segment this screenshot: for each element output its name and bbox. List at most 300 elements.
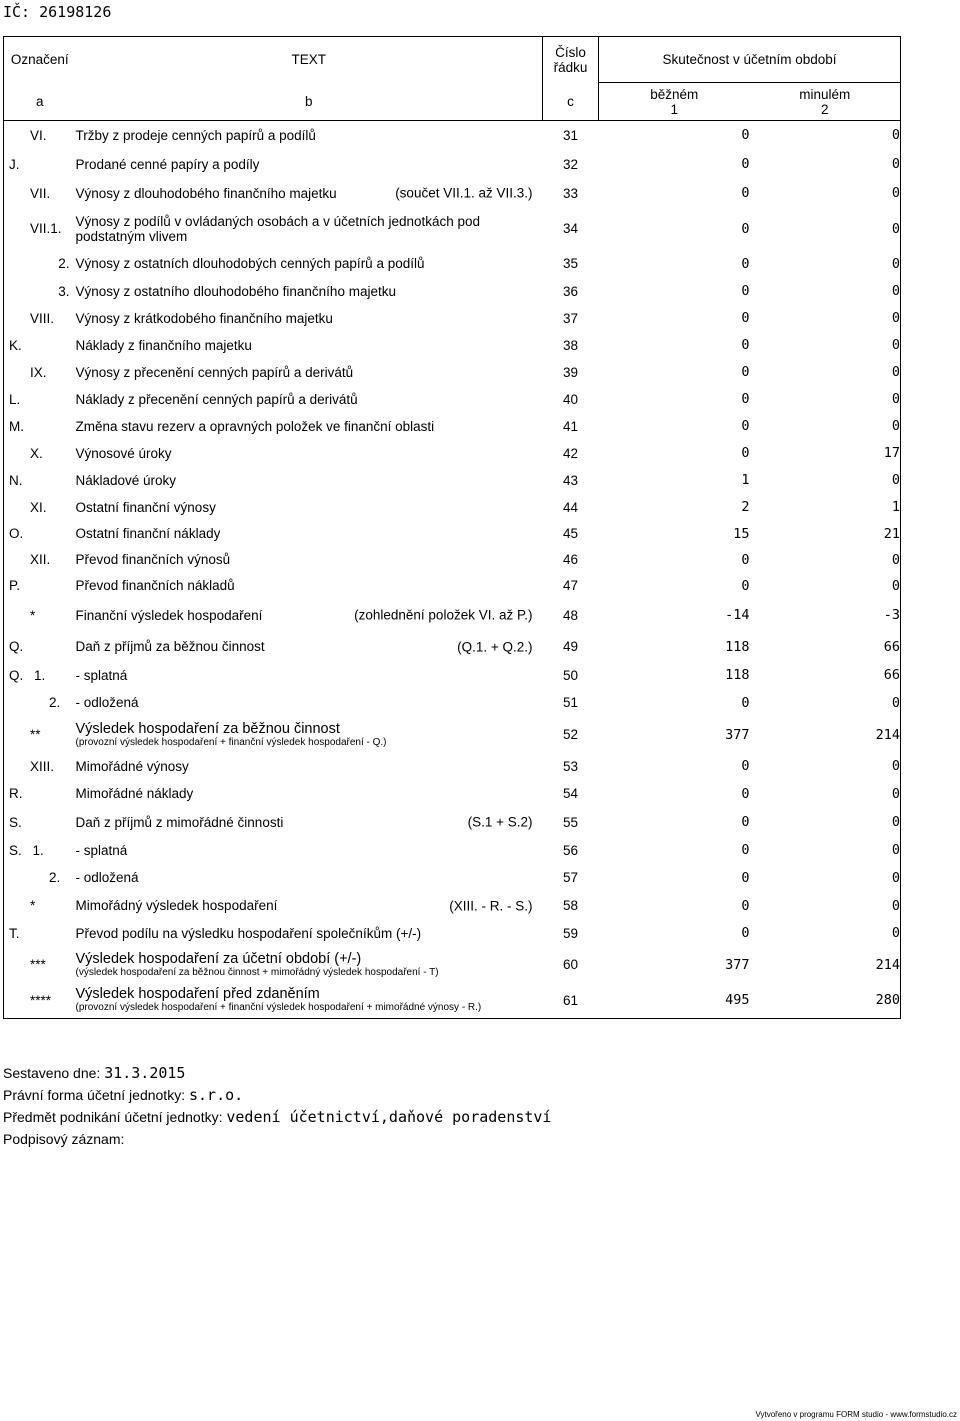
row-text-main: Mimořádné výnosy [75, 758, 189, 774]
row-number: 57 [562, 870, 579, 885]
row-text [76, 753, 543, 780]
row-text-main: - odložená [75, 695, 139, 710]
row-mark-text: 3. [58, 283, 70, 299]
value-minule: 0 [891, 418, 901, 434]
table-row [4, 717, 901, 753]
table-row [4, 983, 901, 1019]
row-mark [4, 837, 76, 864]
value-bezne: 0 [741, 869, 750, 886]
value-minule: 0 [891, 337, 901, 353]
row-text-main: Výnosy z dlouhodobého finančního majetku [75, 185, 337, 201]
row-text-formula: (S.1 + S.2) [467, 814, 533, 830]
value-minule: 0 [891, 925, 901, 941]
row-mark [4, 573, 76, 599]
row-text-main: Náklady z přecenění cenných papírů a derivátů [75, 391, 358, 407]
value-bezne: 377 [725, 726, 750, 743]
row-mark-sub: 1. [34, 667, 46, 683]
row-mark-label [4, 993, 76, 1008]
row-number: 48 [562, 607, 579, 623]
value-bezne: 0 [741, 925, 750, 941]
row-mark-label [4, 957, 76, 972]
row-mark-text: XII. [30, 552, 51, 567]
row-mark [4, 386, 76, 413]
row-text-main: Výsledek hospodaření za účetní období (+/-) [75, 950, 362, 967]
row-text [76, 208, 543, 250]
row-mark-text: T. [9, 925, 20, 941]
row-text [76, 632, 543, 662]
row-text-formula: (XIII. - R. - S.) [449, 898, 533, 913]
row-mark [4, 359, 76, 386]
row-mark [4, 494, 76, 521]
value-minule: 0 [891, 220, 901, 237]
value-bezne: 15 [733, 525, 750, 542]
table-row [4, 920, 901, 947]
row-text [76, 599, 543, 632]
header-minule [750, 83, 901, 121]
row-mark-text: * [30, 607, 36, 623]
table-row [4, 808, 901, 837]
row-text-formula: (Q.1. + Q.2.) [457, 639, 533, 654]
row-mark-text: ** [30, 727, 41, 742]
row-mark-label [4, 446, 76, 461]
row-mark-label [4, 128, 76, 143]
credit-text: Vytvořeno v programu FORM studio - www.formstudio.cz [755, 1410, 957, 1419]
row-text-main: Tržby z prodeje cenných papírů a podílů [75, 127, 316, 143]
value-minule: 21 [883, 525, 901, 542]
table-row [4, 413, 901, 440]
row-number: 32 [562, 156, 579, 172]
row-mark-label [4, 578, 76, 593]
row-mark [4, 440, 76, 467]
value-minule: 0 [891, 472, 901, 488]
value-minule: 0 [891, 785, 901, 802]
row-text-main: Náklady z finančního majetku [75, 337, 252, 353]
row-mark-label [4, 608, 76, 623]
row-number: 33 [562, 185, 579, 201]
row-number: 45 [562, 526, 579, 541]
row-text-main: Převod podílu na výsledku hospodaření společníkům (+/-) [75, 925, 422, 941]
row-mark [4, 332, 76, 359]
row-number: 35 [562, 256, 579, 271]
row-mark-label [4, 338, 76, 353]
table-row [4, 150, 901, 179]
row-mark [4, 121, 76, 150]
value-minule: 0 [891, 551, 901, 568]
row-text-main: Výnosy z přecenění cenných papírů a derivátů [75, 364, 354, 380]
row-text-main: Změna stavu rezerv a opravných položek ve finanční oblasti [75, 418, 435, 434]
row-mark [4, 717, 76, 753]
row-text-main: - odložená [75, 870, 139, 885]
row-mark-text: *** [30, 957, 46, 972]
row-mark [4, 864, 76, 892]
table-row [4, 208, 901, 250]
table-row [4, 467, 901, 494]
row-mark [4, 808, 76, 837]
row-number: 47 [562, 578, 579, 593]
row-number: 41 [562, 418, 579, 434]
value-bezne: 0 [741, 445, 750, 461]
row-text [76, 467, 543, 494]
value-bezne: 377 [725, 956, 750, 973]
header-cislo-line1: Číslo [555, 44, 586, 60]
footer-sestaveno [3, 1062, 551, 1084]
table-row [4, 547, 901, 573]
row-text [76, 359, 543, 386]
header-skutecnost: Skutečnost v účetním období [599, 37, 901, 83]
value-bezne: 0 [741, 694, 750, 711]
row-mark-text: M. [9, 418, 24, 434]
row-mark-label [4, 695, 76, 710]
row-mark-text: 2. [49, 870, 61, 885]
table-row [4, 753, 901, 780]
value-bezne: 0 [741, 156, 750, 172]
row-number: 31 [562, 127, 579, 143]
value-minule: 0 [891, 897, 901, 914]
header-oznaceni: Označení [10, 52, 69, 68]
row-text-main: Finanční výsledek hospodaření [75, 607, 263, 623]
value-minule: 214 [875, 726, 901, 743]
predmet-value: vedení účetnictví,daňové poradenství [226, 1108, 552, 1126]
row-text-main: Daň z příjmů za běžnou činnost [75, 639, 265, 654]
header-cislo-radku [543, 37, 599, 83]
value-bezne: 2 [741, 499, 750, 515]
row-text-main: Převod finančních výnosů [75, 552, 231, 567]
row-number: 37 [562, 310, 579, 326]
table-row [4, 332, 901, 359]
table-row [4, 780, 901, 808]
value-minule: 0 [891, 364, 901, 380]
value-minule: 0 [891, 283, 901, 299]
row-text-main: Výsledek hospodaření před zdaněním [75, 986, 320, 1003]
row-text-formula: (zohlednění položek VI. až P.) [354, 607, 533, 623]
header-bezne-num: 1 [670, 101, 678, 117]
table-row [4, 947, 901, 983]
value-bezne: 495 [725, 992, 750, 1009]
header-minule-num: 2 [821, 101, 829, 117]
ic-number: IČ: 26198126 [3, 3, 112, 21]
row-text-main: - splatná [75, 667, 128, 683]
row-number: 51 [562, 695, 579, 710]
footer-podpis [3, 1128, 551, 1150]
row-mark-label [4, 500, 76, 515]
table-row [4, 632, 901, 662]
row-mark-label [4, 186, 76, 201]
row-text [76, 278, 543, 305]
value-minule: 0 [891, 869, 901, 886]
row-mark-label [4, 815, 76, 830]
row-mark-label [4, 365, 76, 380]
table-row [4, 521, 901, 547]
value-bezne: 0 [741, 577, 750, 594]
row-number: 36 [562, 283, 579, 299]
row-mark-sub: 1. [32, 842, 44, 858]
row-mark-label [4, 526, 76, 541]
row-text [76, 837, 543, 864]
row-text-formula: (součet VII.1. až VII.3.) [395, 185, 533, 201]
table-row [4, 305, 901, 332]
sestaveno-value: 31.3.2015 [104, 1064, 186, 1082]
row-text [76, 179, 543, 208]
value-bezne: 0 [741, 337, 750, 353]
row-mark-label [4, 256, 76, 271]
table-row [4, 494, 901, 521]
value-bezne: 0 [741, 283, 750, 299]
row-text [76, 947, 543, 983]
row-mark-label [4, 221, 76, 236]
value-minule: 0 [891, 842, 901, 858]
sestaveno-label: Sestaveno dne: [3, 1065, 101, 1081]
row-mark [4, 780, 76, 808]
header-b: b [76, 83, 543, 121]
table-row [4, 689, 901, 717]
value-bezne: 0 [741, 758, 750, 774]
row-mark [4, 208, 76, 250]
row-mark-label [4, 759, 76, 774]
value-minule: 0 [891, 127, 901, 144]
row-number: 55 [562, 814, 579, 830]
value-bezne: 118 [725, 638, 750, 655]
row-mark-text: VII. [30, 185, 51, 201]
row-mark [4, 689, 76, 717]
table-row [4, 864, 901, 892]
row-number: 38 [562, 337, 579, 353]
row-mark-label [4, 552, 76, 567]
value-minule: 214 [875, 956, 901, 973]
value-bezne: 118 [725, 667, 750, 683]
header-text: TEXT [291, 52, 326, 68]
row-mark-label [4, 843, 76, 858]
row-text [76, 250, 543, 278]
row-mark [4, 662, 76, 689]
row-text-main: Výnosové úroky [75, 445, 172, 461]
table-row [4, 573, 901, 599]
row-mark [4, 467, 76, 494]
row-text-note: (provozní výsledek hospodaření + finanční výsledek hospodaření - Q.) [75, 736, 387, 748]
row-number: 52 [562, 727, 579, 742]
table-row [4, 662, 901, 689]
value-bezne: 0 [741, 814, 750, 830]
row-text [76, 573, 543, 599]
row-mark-text: Q. [9, 667, 24, 683]
value-minule: 0 [891, 577, 901, 594]
row-mark-text: O. [9, 526, 24, 541]
value-bezne: 0 [741, 551, 750, 568]
row-mark-label [4, 473, 76, 488]
row-text [76, 386, 543, 413]
row-mark-text: J. [9, 156, 20, 172]
row-mark [4, 250, 76, 278]
row-text-main: Mimořádný výsledek hospodaření [75, 898, 278, 913]
value-minule: 0 [891, 255, 901, 272]
row-mark-text: 2. [49, 695, 61, 710]
row-number: 46 [562, 552, 579, 567]
row-mark [4, 753, 76, 780]
row-text [76, 494, 543, 521]
row-text [76, 983, 543, 1019]
row-text-main: - splatná [75, 842, 128, 858]
row-mark [4, 632, 76, 662]
pravni-label: Právní forma účetní jednotky: [3, 1087, 186, 1103]
table-row [4, 121, 901, 150]
header-bezne [599, 83, 750, 121]
value-minule: -3 [883, 607, 901, 623]
row-number: 60 [562, 957, 579, 972]
row-text-main: Daň z příjmů z mimořádné činnosti [75, 814, 284, 830]
row-number: 49 [562, 639, 579, 654]
header-minule-label: minulém [799, 86, 851, 102]
row-text-main: Převod finančních nákladů [75, 578, 235, 593]
table-row [4, 250, 901, 278]
row-text-main: Výnosy z podílů v ovládaných osobách a v účetních jednotkách pod podstatným vlivem [75, 213, 481, 244]
value-bezne: 0 [741, 785, 750, 802]
value-minule: 0 [891, 185, 901, 201]
row-mark [4, 947, 76, 983]
footer-predmet [3, 1106, 551, 1128]
value-bezne: 0 [741, 255, 750, 272]
value-bezne: 0 [741, 897, 750, 914]
row-mark-text: VII.1. [30, 221, 62, 236]
row-text [76, 892, 543, 920]
row-text-main: Ostatní finanční náklady [75, 526, 221, 541]
predmet-label: Předmět podnikání účetní jednotky: [3, 1109, 223, 1125]
header-c: c [543, 83, 599, 121]
value-bezne: -14 [725, 607, 750, 623]
row-text [76, 440, 543, 467]
row-text [76, 413, 543, 440]
value-minule: 0 [891, 694, 901, 711]
row-mark-label [4, 786, 76, 801]
row-mark-label [4, 311, 76, 326]
row-mark-text: IX. [30, 364, 47, 380]
row-mark-label [4, 668, 76, 683]
row-mark-label [4, 898, 76, 913]
row-text [76, 521, 543, 547]
value-minule: 0 [891, 758, 901, 774]
row-mark-label [4, 870, 76, 885]
value-bezne: 0 [741, 127, 750, 144]
row-mark [4, 920, 76, 947]
table-row [4, 278, 901, 305]
row-text [76, 332, 543, 359]
row-text-note: (provozní výsledek hospodaření + finanční výsledek hospodaření + mimořádné výnosy - R.) [75, 1002, 482, 1014]
value-minule: 280 [875, 992, 901, 1009]
row-mark-text: L. [9, 391, 21, 407]
table-row [4, 892, 901, 920]
row-number: 53 [562, 758, 579, 774]
row-text [76, 305, 543, 332]
value-minule: 17 [883, 445, 901, 461]
row-number: 50 [562, 667, 579, 683]
row-text [76, 689, 543, 717]
row-mark [4, 547, 76, 573]
row-number: 44 [562, 499, 579, 515]
row-text [76, 864, 543, 892]
header-a: a [4, 83, 76, 121]
row-text-main: Mimořádné náklady [75, 786, 194, 801]
row-text [76, 920, 543, 947]
row-mark-text: R. [9, 786, 23, 801]
table-row [4, 359, 901, 386]
row-mark-label [4, 727, 76, 742]
row-mark [4, 521, 76, 547]
value-bezne: 0 [741, 220, 750, 237]
table-row [4, 599, 901, 632]
row-mark [4, 305, 76, 332]
value-minule: 0 [891, 391, 901, 407]
value-bezne: 0 [741, 364, 750, 380]
row-mark-text: **** [30, 992, 52, 1008]
row-mark-text: XI. [30, 499, 47, 515]
row-number: 42 [562, 445, 579, 461]
value-minule: 66 [883, 667, 901, 683]
row-mark-label [4, 157, 76, 172]
value-minule: 1 [891, 499, 901, 515]
row-text-main: Výnosy z ostatního dlouhodobého finančního majetku [75, 283, 396, 299]
row-text [76, 121, 543, 150]
table-row [4, 440, 901, 467]
row-mark [4, 179, 76, 208]
row-mark-label [4, 639, 76, 654]
row-number: 56 [562, 842, 579, 858]
value-bezne: 0 [741, 842, 750, 858]
row-number: 34 [562, 221, 579, 236]
row-mark-text: * [30, 898, 36, 913]
value-minule: 0 [891, 156, 901, 172]
value-minule: 0 [891, 814, 901, 830]
row-mark-text: S. [9, 814, 22, 830]
row-mark-text: VIII. [30, 310, 55, 326]
row-mark-text: Q. [9, 639, 24, 654]
value-bezne: 0 [741, 185, 750, 201]
row-number: 61 [562, 992, 579, 1008]
table-row [4, 179, 901, 208]
row-text-main: Výnosy z ostatních dlouhodobých cenných papírů a podílů [75, 256, 425, 271]
row-mark [4, 599, 76, 632]
row-mark [4, 983, 76, 1019]
header-bezne-label: běžném [650, 86, 699, 102]
value-minule: 0 [891, 310, 901, 326]
value-bezne: 0 [741, 418, 750, 434]
table-row [4, 386, 901, 413]
footer-info [3, 1062, 551, 1150]
row-mark-text: 2. [58, 256, 70, 271]
row-number: 43 [562, 472, 579, 488]
row-mark [4, 150, 76, 179]
header-cislo-line2: řádku [553, 59, 588, 75]
value-minule: 66 [883, 638, 901, 655]
row-text [76, 717, 543, 753]
pravni-value: s.r.o. [188, 1086, 244, 1104]
row-text [76, 150, 543, 179]
row-text [76, 780, 543, 808]
row-number: 59 [562, 925, 579, 941]
row-mark [4, 413, 76, 440]
row-text-main: Výnosy z krátkodobého finančního majetku [75, 310, 333, 326]
row-text [76, 808, 543, 837]
row-text [76, 662, 543, 689]
row-number: 39 [562, 364, 579, 380]
row-mark-text: S. [9, 842, 22, 858]
row-text-note: (výsledek hospodaření za běžnou činnost + mimořádný výsledek hospodaření - T) [75, 966, 439, 978]
row-mark [4, 278, 76, 305]
value-bezne: 0 [741, 310, 750, 326]
row-mark-label [4, 419, 76, 434]
row-mark-label [4, 926, 76, 941]
row-text-main: Ostatní finanční výnosy [75, 499, 216, 515]
row-mark-text: N. [9, 472, 23, 488]
row-mark-label [4, 392, 76, 407]
row-number: 54 [562, 786, 579, 801]
